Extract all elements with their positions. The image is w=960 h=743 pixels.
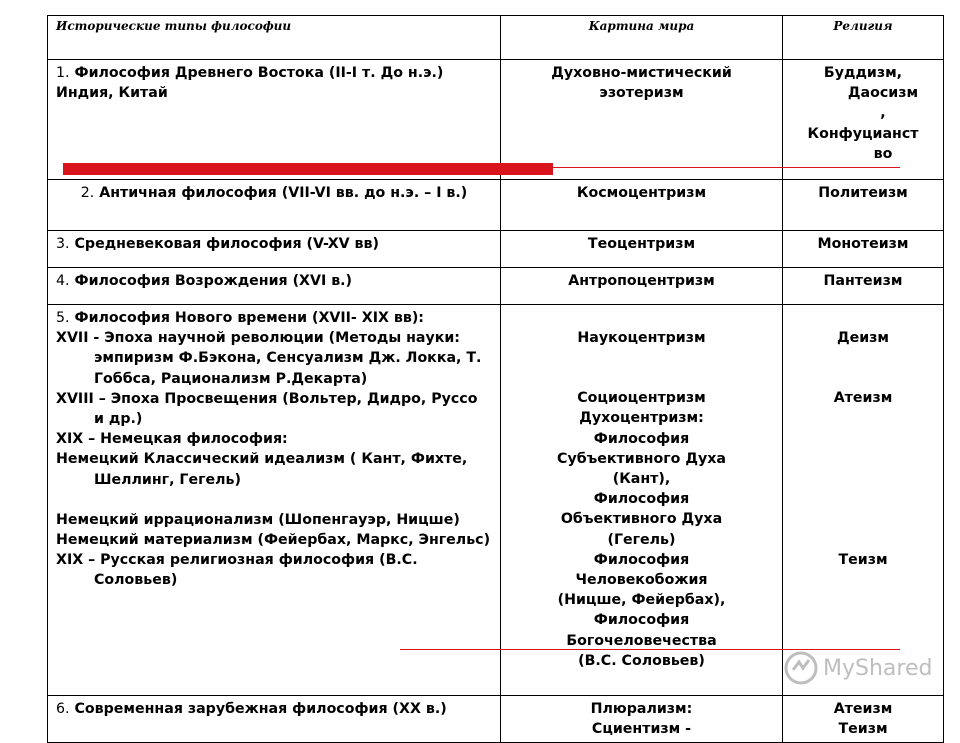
table-row	[48, 268, 944, 305]
row1-type	[48, 60, 501, 180]
row1-religion: Буддизм, Даосизм , Конфуцианст во	[783, 60, 944, 180]
table-row	[48, 180, 944, 231]
table-header-row	[48, 16, 944, 60]
row3-religion: Монотеизм	[783, 231, 944, 268]
row2-religion: Политеизм	[783, 180, 944, 231]
watermark-logo	[783, 650, 943, 690]
row6-religion: Атеизм Теизм	[783, 696, 944, 743]
header-religion: Религия	[783, 16, 944, 60]
watermark-text: MyShared	[823, 656, 933, 681]
row6-worldview: Плюрализм: Сциентизм -	[501, 696, 783, 743]
row6-type: 6. Современная зарубежная философия (XX в.)	[48, 696, 501, 743]
row1-type-line1: 1. Философия Древнего Востока (II-I т. До н.э.)	[56, 65, 444, 81]
red-accent-bar	[63, 163, 553, 175]
row1-type-line2: Индия, Китай	[56, 85, 168, 102]
header-worldview: Картина мира	[501, 16, 783, 60]
row4-worldview: Антропоцентризм	[501, 268, 783, 305]
red-accent-line	[553, 167, 900, 168]
row2-worldview: Космоцентризм	[501, 180, 783, 231]
row5-type: 5. Философия Нового времени (XVII- XIX вв): XVII - Эпоха научной революции (Методы науки: эмпиризм Ф.Бэкона, Сенсуализм Дж. Локка, Т. Гоббса, Рационализм Р.Декарта) XVIII – Эпоха Просвещения (Вольтер, Дидро, Руссо и др.) XIX – Немецкая философия: Немецкий Классический идеализм ( Кант, Фихте, Шеллинг, Гегель) Немецкий иррационализм (Шопенгауэр, Ницше) Немецкий материализм (Фейербах, Маркс, Энгельс) XIX – Русская религиозная философия (В.С. Соловьев)	[48, 305, 501, 696]
row4-type: 4. Философия Возрождения (XVI в.)	[48, 268, 501, 305]
table-row	[48, 696, 944, 743]
philosophy-table	[47, 15, 944, 743]
row2-type: 2. Античная философия (VII-VI вв. до н.э. – I в.)	[48, 180, 501, 231]
row5-worldview: Наукоцентризм Социоцентризм Духоцентризм: Философия Субъективного Духа (Кант), Философия Объективного Духа (Гегель) Философия Человекобожия (Ницше, Фейербах), Философия Богочеловечества (В.С. Соловьев)	[501, 305, 783, 696]
table-row	[48, 305, 944, 696]
table-row	[48, 231, 944, 268]
row3-type: 3. Средневековая философия (V-XV вв)	[48, 231, 501, 268]
row5-religion: Деизм Атеизм Теизм	[783, 305, 944, 696]
table-row	[48, 60, 944, 180]
header-historical-types: Исторические типы философии	[48, 16, 501, 60]
watermark-icon	[783, 650, 819, 686]
row3-worldview: Теоцентризм	[501, 231, 783, 268]
row4-religion: Пантеизм	[783, 268, 944, 305]
row1-worldview: Духовно-мистический эзотеризм	[501, 60, 783, 180]
